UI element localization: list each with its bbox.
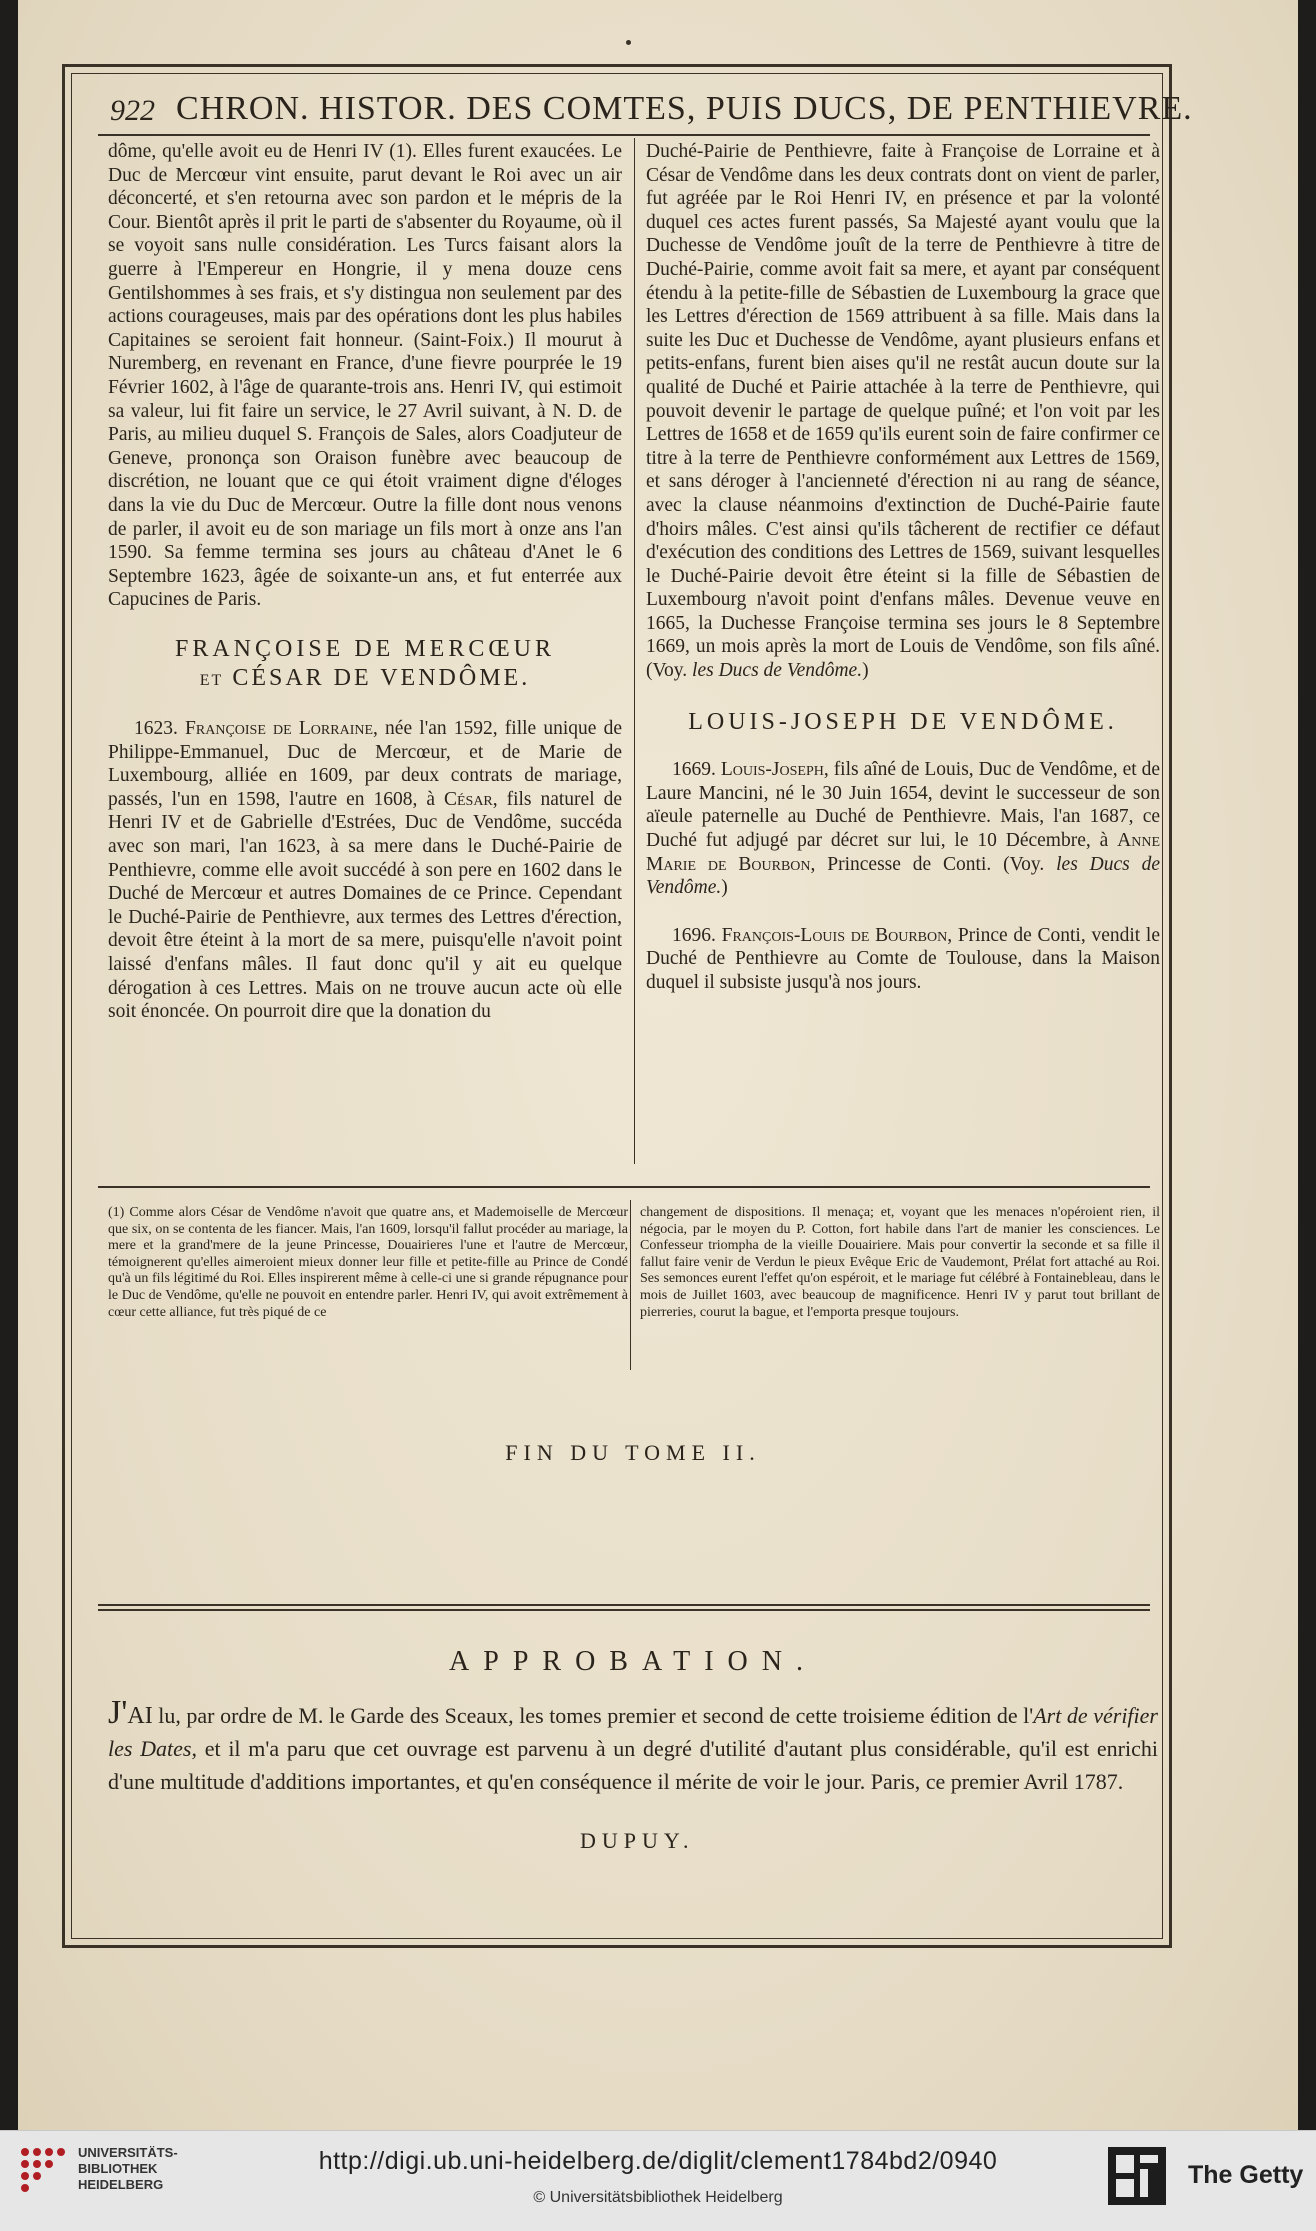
section-heading-louis-joseph: LOUIS-JOSEPH DE VENDÔME. xyxy=(688,708,1118,735)
copyright-notice: © Universitätsbibliothek Heidelberg xyxy=(533,2189,783,2206)
column-divider xyxy=(634,138,635,1164)
left-paragraph-1: dôme, qu'elle avoit eu de Henri IV (1). Elles furent exaucées. Le Duc de Mercœur vint ensuite, parut devant le Roi avec un air déconcerté, et s'en retourna avec son pardon et le mépris de la Cour. Bientôt après il prit le parti de s'absenter du Royaume, où il se voyoit sans nulle considération. Les Turcs faisant alors la guerre à l'Empereur en Hongrie, il y mena douze cens Gentilshommes à ses frais, et s'y distingua non seulement par des actions courageuses, mais par des opérations dont les plus habiles Capitaines se seroient fait honneur. (Saint-Foix.) Il mourut à Nuremberg, en revenant en France, d'une fievre pourprée le 19 Février 1602, à l'âge de quarante-trois ans. Henri IV, qui estimoit sa valeur, lui fit faire un service, le 27 Avril suivant, à N. D. de Paris, au milieu duquel S. François de Sales, alors Coadjuteur de Geneve, prononça son Oraison funèbre avec beaucoup de discrétion, ne louant que ce qui étoit vraiment digne d'éloges dans la vie du Duc de Mercœur. Outre la fille dont nous venons de parler, il avoit eu de son mariage un fils mort à onze ans l'an 1590. Sa femme termina ses jours au château d'Anet le 6 Septembre 1623, âgée de soixante-un ans, et fut enterrée aux Capucines de Paris. xyxy=(108,141,622,611)
footnote-left: (1) Comme alors César de Vendôme n'avoit que quatre ans, et Mademoiselle de Mercœur que six, on se contenta de les fiancer. Mais, l'an 1609, lorsqu'il fallut procéder au mariage, la mere et la grand'mere de la jeune Princesse, Douairieres l'une et l'autre de Mercœur, témoignerent qu'elles aimeroient mieux donner leur fille et petite-fille au Prince de Condé qu'à un fils légitimé du Roi. Elles inspirerent même à celle-ci une si grande répugnance pour le Duc de Vendôme, qu'elle ne pouvoit en entendre parler. Henri IV, qui avoit extrêmement à cœur cette alliance, fut très piqué de ce xyxy=(108,1205,628,1320)
fin-du-tome: FIN DU TOME II. xyxy=(505,1440,761,1465)
approbation-title: APPROBATION. xyxy=(449,1646,817,1677)
right-paragraph-1: Duché-Pairie de Penthievre, faite à Françoise de Lorraine et à César de Vendôme dans les deux contrats dont on vient de parler, fut agréée par le Roi Henri IV, en présence et par la volonté duquel ces actes furent passés, Sa Majesté ayant voulu que la Duchesse de Vendôme jouît de la terre de Penthievre à titre de Duché-Pairie, comme avoit fait sa mere, et ayant par conséquent étendu à la petite-fille de Sébastien de Luxembourg la grace que les Lettres d'érection de 1569 attribuent à sa fille. Mais dans la suite les Duc et Duchesse de Vendôme, ayant plusieurs enfans et petits-enfans, furent bien aises qu'il ne restât aucun doute sur la qualité de Duché et Pairie attachée à la terre de Penthievre, qui pouvoit devenir le partage de quelque puîné; et l'on voit par les Lettres de 1658 et de 1659 qu'ils eurent soin de faire confirmer ce titre à la terre de Penthievre conformément aux Lettres de 1569, et sans déroger à l'ancienneté d'érection ni au rang de séance, avec la clause néanmoins d'extinction de Duché-Pairie faute d'hoirs mâles. C'est ainsi qu'ils tâcherent de rectifier ce défaut d'exécution des conditions des Lettres de 1569, suivant lesquelles le Duché-Pairie devoit être éteint si la fille de Sébastien de Luxembourg n'avoit point d'enfans mâles. Devenue veuve en 1665, la Duchesse Françoise termina ses jours le 8 Septembre 1669, un mois après la mort de Louis de Vendôme, son fils aîné. (Voy. les Ducs de Vendôme.) xyxy=(646,141,1160,682)
approbation-text: J'ai lu, par ordre de M. le Garde des Sceaux, les tomes premier et second de cette troisieme édition de l'Art de vérifier les Dates, et il m'a paru que cet ouvrage est parvenu à un degré d'utilité d'autant plus considérable, qu'il est enrichi d'une multitude d'additions importantes, et qu'en conséquence il mérite de voir le jour. Paris, ce premier Avril 1787. xyxy=(108,1694,1158,1794)
page-number: 922 xyxy=(110,94,155,127)
ink-dot xyxy=(626,40,631,45)
running-title: CHRON. HISTOR. DES COMTES, PUIS DUCS, DE PENTHIEVRE. xyxy=(176,90,1193,127)
approbation-signature: DUPUY. xyxy=(580,1828,695,1853)
getty-label: The Getty xyxy=(1188,2161,1304,2189)
library-name: UNIVERSITÄTS- BIBLIOTHEK HEIDELBERG xyxy=(78,2145,178,2192)
footnote-rule xyxy=(98,1186,1150,1188)
section-heading-francoise: FRANÇOISE DE MERCŒUR xyxy=(174,635,556,662)
document-url-link[interactable]: http://digi.ub.uni-heidelberg.de/diglit/clement1784bd2/0940 xyxy=(318,2147,998,2175)
getty-logo-icon xyxy=(1106,2145,1168,2207)
page-header xyxy=(98,88,1193,136)
right-paragraph-2: 1669. Louis-Joseph, fils aîné de Louis, Duc de Vendôme, et de Laure Mancini, né le 30 Juin 1654, devint le successeur de son aïeule paternelle au Duché de Penthievre. Mais, l'an 1687, ce Duché fut adjugé par décret sur lui, le 10 Décembre, à Anne Marie de Bourbon, Princesse de Conti. (Voy. les Ducs de Vendôme.) xyxy=(646,759,1161,899)
approbation-rule-bottom xyxy=(98,1609,1150,1611)
footnote-divider xyxy=(630,1200,631,1370)
header-rule xyxy=(98,134,1150,136)
section-heading-cesar: ET CÉSAR DE VENDÔME. xyxy=(199,665,531,692)
footnote-right: changement de dispositions. Il menaça; et, voyant que les menaces n'opéroient rien, il négocia, par le moyen du P. Cotton, fort habile dans l'art de manier les consciences. Le Confesseur triompha de la vieille Douairiere. Mais pour convertir la seconde et sa fille il fallut faire venir de Verdun le pieux Evêque Eric de Vaudemont, Prélat fort attaché au Roi. Ses semonces eurent l'effet qu'on espéroit, et le mariage fut célébré à Fontainebleau, dans le mois de Juillet 1603, avec beaucoup de magnificence. Henri IV y parut tout brillant de pierreries, courut la bague, et l'emporta presque toujours. xyxy=(640,1205,1160,1320)
viewer-footer xyxy=(0,2130,1316,2231)
left-column xyxy=(108,140,622,1024)
right-column xyxy=(646,140,1160,995)
right-paragraph-3: 1696. François-Louis de Bourbon, Prince de Conti, vendit le Duché de Penthievre au Comte de Toulouse, dans la Maison duquel il subsiste jusqu'à nos jours. xyxy=(646,924,1160,993)
left-paragraph-2: 1623. Françoise de Lorraine, née l'an 1592, fille unique de Philippe-Emmanuel, Duc de Mercœur, et de Marie de Luxembourg, alliée en 1609, par deux contrats de mariage, passés, l'un en 1598, l'autre en 1608, à César, fils naturel de Henri IV et de Gabrielle d'Estrées, Duc de Vendôme, succéda avec son mari, l'an 1623, à sa mere dans le Duché-Pairie de Penthievre, comme elle avoit succédé à son pere en 1602 dans le Duché de Mercœur et autres Domaines de ce Prince. Cependant le Duché-Pairie de Penthievre, aux termes des Lettres d'érection, devoit être éteint à la mort de sa mere, puisqu'elle n'avoit point laissé d'enfans mâles. Il faut donc qu'il y ait eu quelque dérogation à ces Lettres. Mais on ne trouve aucun acte où elle soit énoncée. On pourroit dire que la donation du xyxy=(108,718,622,1023)
approbation-rule-top xyxy=(98,1604,1150,1606)
